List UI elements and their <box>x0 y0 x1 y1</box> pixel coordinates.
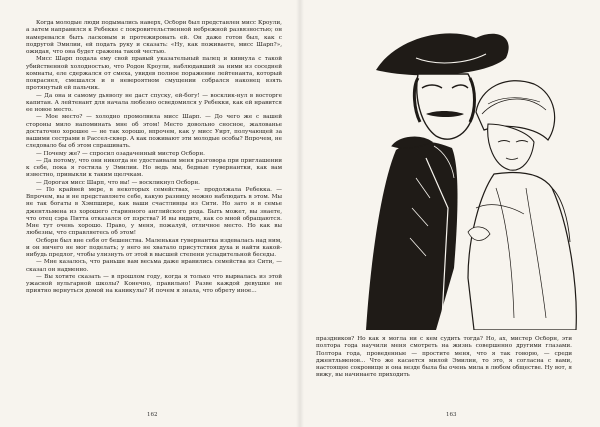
paragraph: — Вы хотите сказать — в прошлом году, когда я только что вырвалась из этой ужасной вульгарной школы? Конечно, правильно! Разве каждой девушке не приятно вернуться домой на каникулы? И почем я знала, что обрету иное... <box>26 273 282 295</box>
paragraph: — По крайней мере, в некоторых семействах, — продолжала Ребекка. — Впрочем, вы и не представляете себе, какую разницу можно наблюдать в этом. Мы не так богаты в Хэмпшире, как ваши счастливцы из Сити. Но зато я в семье джентльмена из хорошего старинного английского рода. Быть может, вы знаете, что отец сэра Питта отказался от пэрства? И вы видите, как со мной обращаются. Мне тут очень хорошо. Право, у меня, пожалуй, отличное место. Но как вы любезны, что справляетесь об этом! <box>26 186 282 237</box>
man-face <box>417 74 474 139</box>
paragraph: — Дорогая мисс Шарп, что вы! — воскликнул Осборн. <box>36 179 200 186</box>
paragraph: — Да потому, что они никогда не удостаивали меня разговора при приглашении к себе, пока я гостила у Эмилии. Но ведь мы, бедные гувернантки, как вам известно, привыкли к таким щелчкам. <box>26 157 282 179</box>
page-number-right: 163 <box>446 412 457 418</box>
paragraph: праздников? Но как я могла ни с кем судить тогда? Но, ах, мистер Осборн, эти полтора года научили меня смотреть на жизнь совершенно другими глазами. Полтора года, проведенные — простите меня, что я так говорю, — среди джентльменов... Что же касается милой Эмилии, то это, я согласна с вами, настоящее сокровище и она везде была бы очень мила в любом обществе. Ну вот, я вижу, вы начинаете приходить <box>316 336 572 379</box>
gutter <box>296 0 304 427</box>
paragraph: — Мое место? — холодно промолвила мисс Шарп. — До чего же с вашей стороны мило напоминать мне об этом! Место довольно сносное, жалованье достаточно хорошее — не так хорошо, впрочем, как у мисс Уирт, получающей за вашими сестрами в Рассел-сквер. А как поживают эти молодые особы? Впрочем, не следовало бы об этом спрашивать. <box>26 114 282 150</box>
lady-face <box>488 124 534 170</box>
paragraph: — Мне казалось, что раньше вам весьма даже нравились семейства из Сити, — сказал он надменно. <box>26 259 282 273</box>
illustration-officer-and-lady <box>356 18 582 330</box>
paragraph: Осборн был вне себя от бешенства. Маленькая гувернантка издевалась над ним, и он ничего не мог поделать; у него не хватало присутствия духа и найти какой-нибудь предлог, чтобы улизнуть от этой в высшей степени усладительной беседы. <box>26 237 282 258</box>
lady-dress <box>468 173 576 330</box>
page-number-left: 162 <box>147 412 158 418</box>
paragraph: Когда молодые люди подымались наверх, Осборн был представлен мисс Кроули, а затем направился к Ребекке с покровительственной небрежной развязностью; он намеревался быть ласковым и протежировать ей. Он даже готов был, как с подругой Эмилии, ей подать руку и сказать: «Ну, как поживаете, мисс Шарп?», ожидая, что она будет сражена такой честью. <box>26 20 282 55</box>
left-page-text <box>26 20 282 416</box>
right-page-text <box>316 336 572 410</box>
man-coat <box>366 141 458 330</box>
bicorne-hat <box>376 33 509 75</box>
paragraph: Мисс Шарп подала ему свой правый указательный палец и кивнула с такой убийственной холодностью, что Родон Кроули, наблюдавший за ними из соседней комнаты, еле сдержался от смеха, увидев полное поражение лейтенанта, который покраснел, смешался и в невероятном смущении собрался наконец взять протянутый ей пальчик. <box>26 56 282 92</box>
paragraph: — Почему же? — спросил озадаченный мистер Осборн. <box>36 150 205 157</box>
paragraph: — Да она и самому дьяволу не даст спуску, ей-богу! — восклик-нул в восторге капитан. А лейтенант для начала любезно осведомился у Ребекки, как ей нравится ее новое место. <box>26 92 282 113</box>
